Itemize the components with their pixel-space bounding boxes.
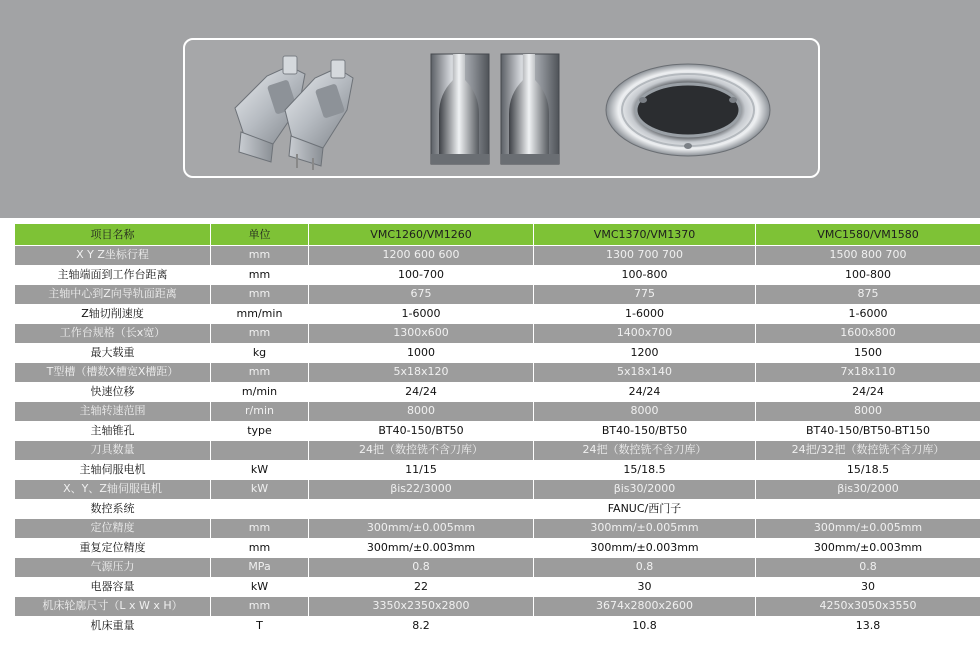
item-name-cell: 主轴锥孔 xyxy=(15,421,211,441)
model-1370-cell: 100-800 xyxy=(534,265,756,285)
model-1580-cell: 100-800 xyxy=(756,265,980,285)
item-name-cell: 数控系统 xyxy=(15,499,211,519)
unit-cell: r/min xyxy=(211,402,309,422)
table-row xyxy=(15,402,980,422)
header-item-name: 项目名称 xyxy=(15,224,211,246)
model-1580-cell: 8000 xyxy=(756,402,980,422)
model-1260-cell: 1-6000 xyxy=(309,304,534,324)
model-1580-cell: 875 xyxy=(756,285,980,305)
model-1580-cell: 24把/32把（数控铣不含刀库） xyxy=(756,441,980,461)
model-1260-cell: 1300x600 xyxy=(309,324,534,344)
table-row xyxy=(15,246,980,266)
table-row xyxy=(15,382,980,402)
unit-cell: mm/min xyxy=(211,304,309,324)
item-name-cell: 主轴端面到工作台距离 xyxy=(15,265,211,285)
unit-cell: mm xyxy=(211,246,309,266)
item-name-cell: Z轴切削速度 xyxy=(15,304,211,324)
model-1260-cell: 24把（数控铣不含刀库） xyxy=(309,441,534,461)
unit-cell: m/min xyxy=(211,382,309,402)
table-row xyxy=(15,285,980,305)
unit-cell: mm xyxy=(211,285,309,305)
model-1260-cell: 3350x2350x2800 xyxy=(309,597,534,617)
model-1370-cell: 775 xyxy=(534,285,756,305)
item-name-cell: 气源压力 xyxy=(15,558,211,578)
table-row xyxy=(15,616,980,636)
unit-cell xyxy=(211,441,309,461)
model-1260-cell: 8.2 xyxy=(309,616,534,636)
model-1580-cell: 1600x800 xyxy=(756,324,980,344)
model-1580-cell: 300mm/±0.003mm xyxy=(756,538,980,558)
item-name-cell: 电器容量 xyxy=(15,577,211,597)
item-name-cell: T型槽（槽数X槽宽X槽距） xyxy=(15,363,211,383)
item-name-cell: X Y Z坐标行程 xyxy=(15,246,211,266)
model-1370-cell: 5x18x140 xyxy=(534,363,756,383)
model-1580-cell: 4250x3050x3550 xyxy=(756,597,980,617)
unit-cell: kW xyxy=(211,577,309,597)
model-1370-cell: 300mm/±0.005mm xyxy=(534,519,756,539)
item-name-cell: 机床轮廓尺寸（L x W x H） xyxy=(15,597,211,617)
item-name-cell: 工作台规格（长x宽） xyxy=(15,324,211,344)
table-row xyxy=(15,597,980,617)
model-1370-cell: 24/24 xyxy=(534,382,756,402)
unit-cell: type xyxy=(211,421,309,441)
model-1580-cell: 15/18.5 xyxy=(756,460,980,480)
model-1260-cell: 24/24 xyxy=(309,382,534,402)
unit-cell: mm xyxy=(211,519,309,539)
spec-table xyxy=(14,223,980,636)
table-row xyxy=(15,519,980,539)
model-1260-cell: 22 xyxy=(309,577,534,597)
table-row xyxy=(15,304,980,324)
header-model-1370: VMC1370/VM1370 xyxy=(534,224,756,246)
model-1260-cell: 1200 600 600 xyxy=(309,246,534,266)
table-row xyxy=(15,324,980,344)
model-1370-cell: 1200 xyxy=(534,343,756,363)
table-row xyxy=(15,480,980,500)
unit-cell: kW xyxy=(211,480,309,500)
model-1370-cell: 10.8 xyxy=(534,616,756,636)
model-1370-cell: 15/18.5 xyxy=(534,460,756,480)
model-1580-cell: 1500 800 700 xyxy=(756,246,980,266)
model-1370-cell: 1300 700 700 xyxy=(534,246,756,266)
model-1260-cell: 675 xyxy=(309,285,534,305)
model-1370-cell: 1400x700 xyxy=(534,324,756,344)
header-model-1580: VMC1580/VM1580 xyxy=(756,224,980,246)
ring-part-photo xyxy=(603,60,773,160)
unit-cell: kg xyxy=(211,343,309,363)
model-1580-cell: βis30/2000 xyxy=(756,480,980,500)
model-1580-cell: BT40-150/BT50-BT150 xyxy=(756,421,980,441)
model-1370-cell: 8000 xyxy=(534,402,756,422)
item-name-cell: 机床重量 xyxy=(15,616,211,636)
unit-cell: mm xyxy=(211,324,309,344)
item-name-cell: 主轴转速范围 xyxy=(15,402,211,422)
table-row xyxy=(15,363,980,383)
model-1260-cell: 11/15 xyxy=(309,460,534,480)
table-row xyxy=(15,499,980,519)
item-name-cell: 刀具数量 xyxy=(15,441,211,461)
model-1580-cell: 1500 xyxy=(756,343,980,363)
model-1260-cell: 300mm/±0.005mm xyxy=(309,519,534,539)
item-name-cell: 定位精度 xyxy=(15,519,211,539)
model-1370-cell: 300mm/±0.003mm xyxy=(534,538,756,558)
unit-cell: mm xyxy=(211,363,309,383)
model-1260-cell: 100-700 xyxy=(309,265,534,285)
model-1370-cell: 3674x2800x2600 xyxy=(534,597,756,617)
unit-cell: T xyxy=(211,616,309,636)
model-1370-cell: 0.8 xyxy=(534,558,756,578)
unit-cell: mm xyxy=(211,265,309,285)
model-1260-cell: 0.8 xyxy=(309,558,534,578)
bottle-mold-photo xyxy=(425,50,565,168)
table-row xyxy=(15,538,980,558)
model-1260-cell: 5x18x120 xyxy=(309,363,534,383)
header-unit: 单位 xyxy=(211,224,309,246)
model-1370-cell: βis30/2000 xyxy=(534,480,756,500)
table-row xyxy=(15,343,980,363)
model-1580-cell: 13.8 xyxy=(756,616,980,636)
model-1370-cell: BT40-150/BT50 xyxy=(534,421,756,441)
table-row xyxy=(15,265,980,285)
item-name-cell: 主轴中心到Z向导轨面距离 xyxy=(15,285,211,305)
model-1370-cell: 1-6000 xyxy=(534,304,756,324)
model-1260-cell: βis22/3000 xyxy=(309,480,534,500)
item-name-cell: 最大载重 xyxy=(15,343,211,363)
table-row xyxy=(15,441,980,461)
unit-cell: mm xyxy=(211,597,309,617)
model-1580-cell: 24/24 xyxy=(756,382,980,402)
unit-cell: mm xyxy=(211,538,309,558)
header-model-1260: VMC1260/VM1260 xyxy=(309,224,534,246)
model-1260-cell: 1000 xyxy=(309,343,534,363)
model-1580-cell: 0.8 xyxy=(756,558,980,578)
table-header-row xyxy=(15,224,980,246)
photo-frame xyxy=(183,38,820,178)
model-1260-cell: 300mm/±0.003mm xyxy=(309,538,534,558)
unit-cell: MPa xyxy=(211,558,309,578)
unit-cell: kW xyxy=(211,460,309,480)
unit-cell xyxy=(211,499,309,519)
table-row xyxy=(15,421,980,441)
item-name-cell: X、Y、Z轴伺服电机 xyxy=(15,480,211,500)
model-1370-cell: 30 xyxy=(534,577,756,597)
model-1370-cell: 24把（数控铣不含刀库） xyxy=(534,441,756,461)
model-1580-cell: 300mm/±0.005mm xyxy=(756,519,980,539)
model-1260-cell: 8000 xyxy=(309,402,534,422)
table-row xyxy=(15,577,980,597)
photo-banner xyxy=(0,0,980,218)
all-models-cell: FANUC/西门子 xyxy=(309,499,980,519)
model-1260-cell: BT40-150/BT50 xyxy=(309,421,534,441)
item-name-cell: 快速位移 xyxy=(15,382,211,402)
table-row xyxy=(15,460,980,480)
model-1580-cell: 1-6000 xyxy=(756,304,980,324)
model-1580-cell: 7x18x110 xyxy=(756,363,980,383)
table-row xyxy=(15,558,980,578)
model-1580-cell: 30 xyxy=(756,577,980,597)
aluminum-housings-photo xyxy=(227,48,362,170)
item-name-cell: 重复定位精度 xyxy=(15,538,211,558)
item-name-cell: 主轴伺服电机 xyxy=(15,460,211,480)
